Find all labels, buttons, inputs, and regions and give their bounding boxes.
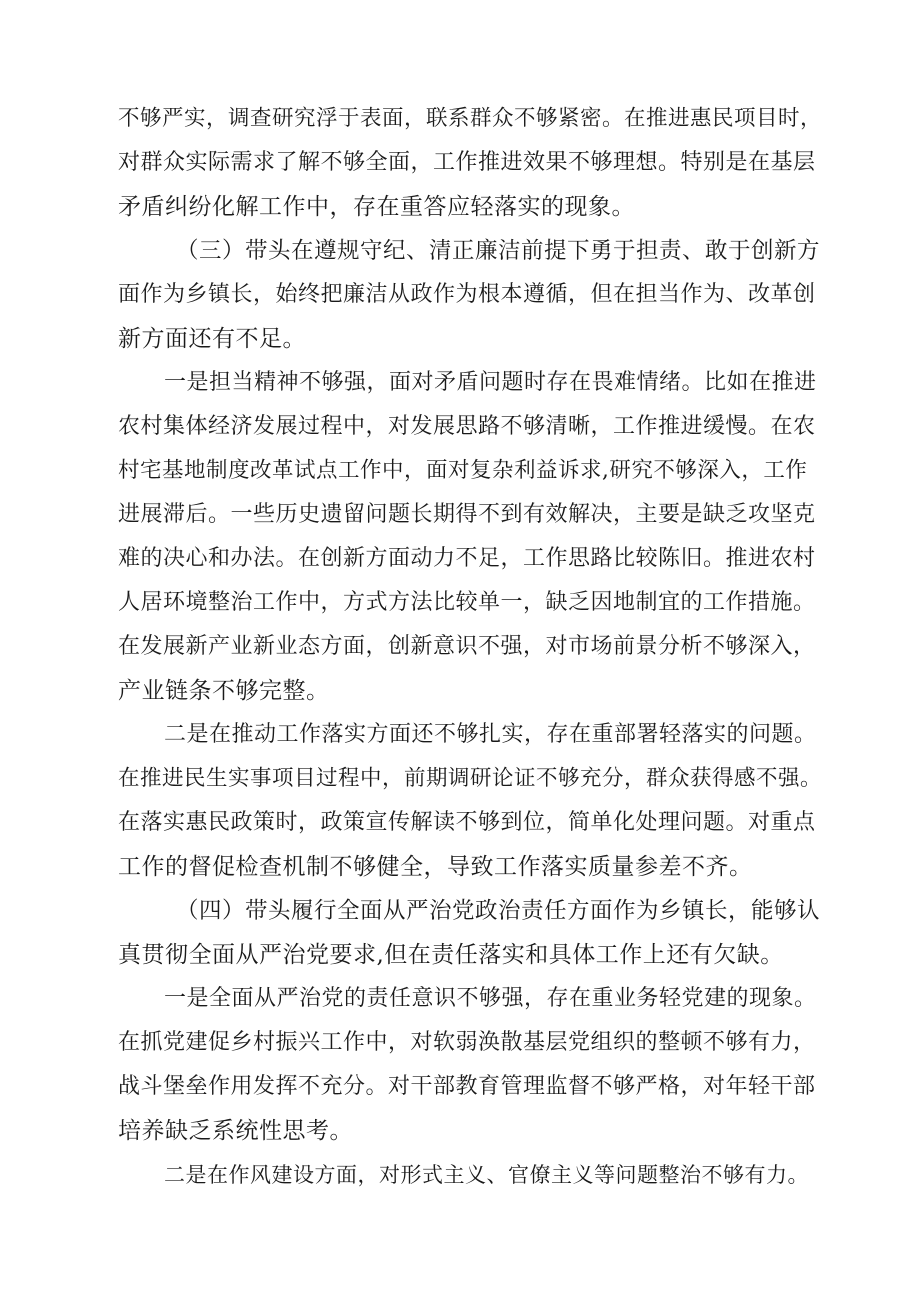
text-line: 对群众实际需求了解不够全面，工作推进效果不够理想。特别是在基层 bbox=[118, 150, 816, 175]
text-line: 在落实惠民政策时，政策宣传解读不够到位，简单化处理问题。对重点 bbox=[118, 810, 816, 835]
text-line: 难的决心和办法。在创新方面动力不足，工作思路比较陈旧。推进农村 bbox=[118, 546, 816, 571]
text-line: 农村集体经济发展过程中，对发展思路不够清晰，工作推进缓慢。在农 bbox=[118, 414, 816, 439]
text-line: 人居环境整治工作中，方式方法比较单一，缺乏因地制宜的工作措施。 bbox=[118, 590, 816, 615]
text-line: 村宅基地制度改革试点工作中，面对复杂利益诉求,研究不够深入，工作 bbox=[118, 458, 808, 483]
paragraph-start: 一是全面从严治党的责任意识不够强，存在重业务轻党建的现象。 bbox=[164, 986, 817, 1011]
text-line: 新方面还有不足。 bbox=[118, 326, 306, 352]
text-line: 培养缺乏系统性思考。 bbox=[118, 1118, 353, 1144]
section-heading: （三）带头在遵规守纪、清正廉洁前提下勇于担责、敢于创新方 bbox=[176, 238, 821, 264]
text-line: 战斗堡垒作用发挥不充分。对干部教育管理监督不够严格，对年轻干部 bbox=[118, 1074, 816, 1099]
text-line: 在抓党建促乡村振兴工作中，对软弱涣散基层党组织的整顿不够有力， bbox=[118, 1030, 816, 1055]
text-line: 矛盾纠纷化解工作中，存在重答应轻落实的现象。 bbox=[118, 194, 635, 220]
paragraph-start: 一是担当精神不够强，面对矛盾问题时存在畏难情绪。比如在推进 bbox=[164, 370, 817, 395]
paragraph-start: 二是在作风建设方面，对形式主义、官僚主义等问题整治不够有力。 bbox=[164, 1163, 809, 1187]
text-line: 进展滞后。一些历史遗留问题长期得不到有效解决，主要是缺乏攻坚克 bbox=[118, 502, 816, 527]
text-line: 真贯彻全面从严治党要求,但在责任落实和具体工作上还有欠缺。 bbox=[118, 942, 784, 968]
text-line: 工作的督促检查机制不够健全，导致工作落实质量参差不齐。 bbox=[118, 854, 753, 880]
text-line: 面作为乡镇长，始终把廉洁从政作为根本遵循，但在担当作为、改革创 bbox=[118, 282, 816, 307]
text-line: 在发展新产业新业态方面，创新意识不强，对市场前景分析不够深入， bbox=[118, 634, 816, 659]
text-line: 产业链条不够完整。 bbox=[118, 678, 330, 704]
section-heading: （四）带头履行全面从严治党政治责任方面作为乡镇长，能够认 bbox=[176, 898, 821, 924]
text-line: 不够严实，调查研究浮于表面，联系群众不够紧密。在推进惠民项目时， bbox=[118, 106, 823, 131]
paragraph-start: 二是在推动工作落实方面还不够扎实，存在重部署轻落实的问题。 bbox=[164, 722, 817, 747]
text-line: 在推进民生实事项目过程中，前期调研论证不够充分，群众获得感不强。 bbox=[118, 766, 823, 791]
